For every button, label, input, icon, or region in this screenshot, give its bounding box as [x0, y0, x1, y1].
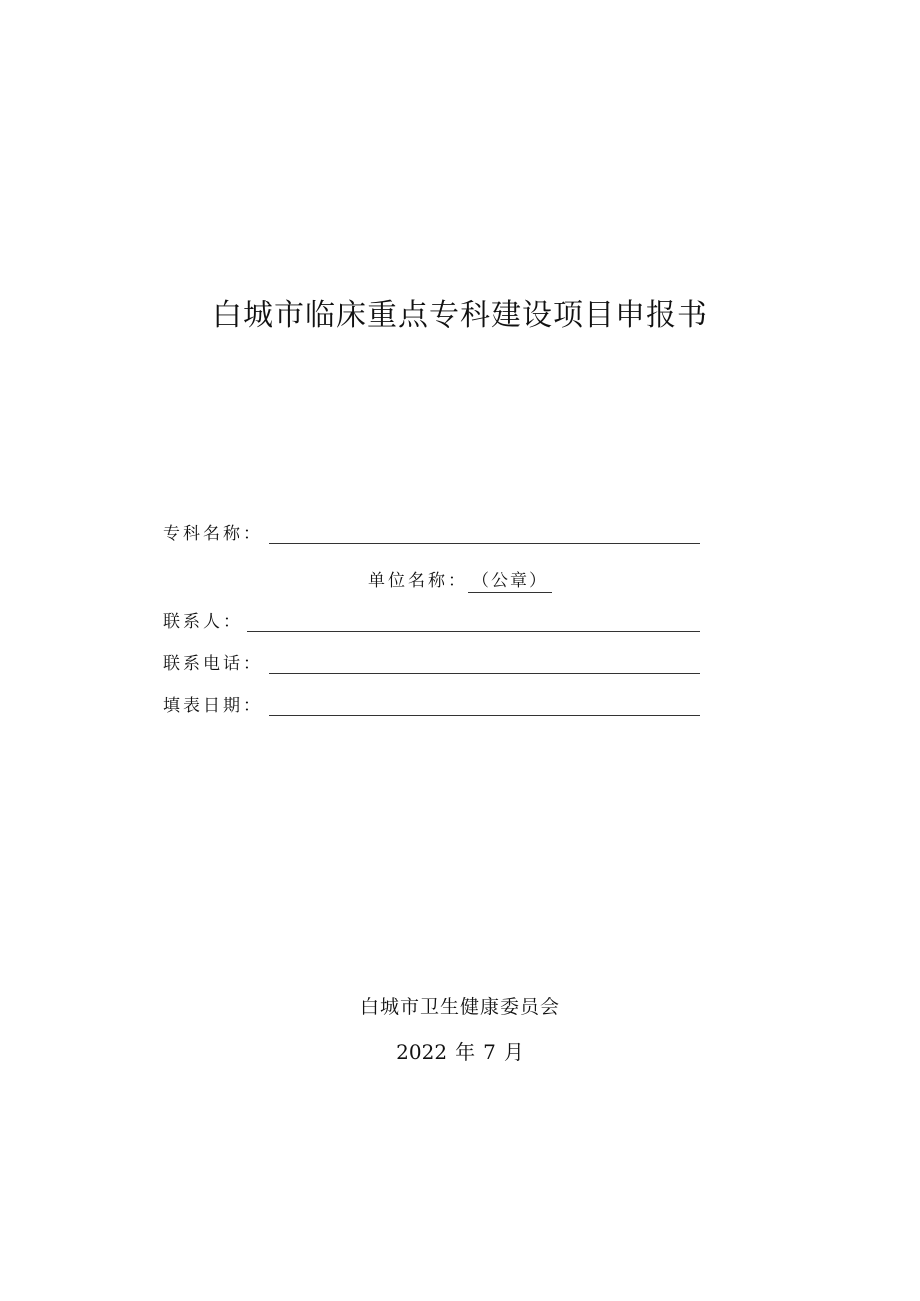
contact-phone-field	[163, 652, 700, 678]
issue-month: 7	[483, 1040, 496, 1064]
issuing-authority: 白城市卫生健康委员会	[359, 996, 560, 1018]
unit-name-label: 单位名称：	[368, 571, 468, 591]
contact-person-label: 联系人：	[163, 612, 243, 632]
contact-phone-line[interactable]	[269, 673, 700, 674]
fill-date-label: 填表日期：	[163, 696, 263, 716]
unit-seal-placeholder[interactable]: （公章）	[468, 566, 552, 593]
issue-year-suffix: 年	[455, 1040, 476, 1064]
fill-date-line[interactable]	[269, 715, 700, 716]
specialty-name-field	[163, 522, 700, 548]
contact-phone-label: 联系电话：	[163, 654, 263, 674]
fill-date-field	[163, 694, 700, 720]
issue-date	[0, 1036, 920, 1065]
issue-month-suffix: 月	[503, 1040, 524, 1064]
issue-year: 2022	[396, 1040, 448, 1064]
contact-person-field	[163, 610, 700, 636]
unit-name-field	[0, 566, 920, 593]
contact-person-line[interactable]	[247, 631, 700, 632]
specialty-name-line[interactable]	[269, 543, 700, 544]
specialty-name-label: 专科名称：	[163, 524, 263, 544]
document-title: 白城市临床重点专科建设项目申报书	[212, 298, 708, 333]
